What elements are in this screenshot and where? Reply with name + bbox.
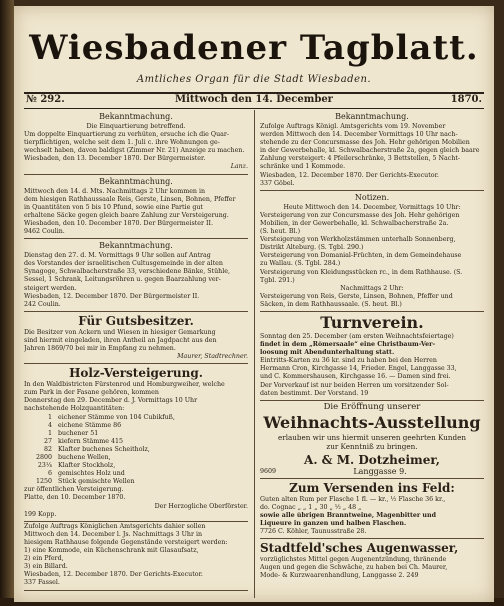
holz-item-quantity: 1 [47,429,52,437]
notice-line: 3) ein Billard. [24,563,68,571]
notice-line: Versteigerung von Reis, Gerste, Linsen, Bohnen, Pfeffer und [260,292,453,300]
holz-item-quantity: 82 [43,445,52,453]
holz-item-row [24,446,248,454]
column-divider [254,110,255,598]
ad-line: Mode- & Kurzwaarenhandlung, Langgasse 2. 249 [260,572,419,580]
notice-line: werden Mittwoch den 14. December Vormittags 10 Uhr nach- [260,131,458,139]
holz-item-description: gemischtes Holz und [58,470,125,478]
ad-weihnachts-ausstellung [260,401,484,479]
notice-line: des Vorstandes der israelitischen Cultusgemeinde in der alten [24,260,223,268]
notice-line: zur öffentlichen Versteigerung. [24,486,124,494]
notice-line: erhaltene Säcke gegen gleich baare Zahlung zur Versteigerung. [24,211,229,219]
holz-item-quantity: 1250 [35,478,52,486]
notice-line: Versteigerung von Werkholzstämmen unterhalb Sonnenberg, [260,236,456,244]
notice-line: Zahlung versteigert: 4 Pfeilerschränke, 3 Bettstellen, 5 Nacht- [260,155,461,163]
holz-item-description: eichener Stämme von 104 Cubikfuß, [58,413,175,421]
notice-line: schränke und 1 Kommode. [260,163,346,171]
ad-heading: Turnverein. [320,312,424,332]
notice-line: Distrikt Alteburg. (S. Tgbl. 290.) [260,244,364,252]
ad-heading: Zum Versenden ins Feld: [289,480,455,495]
ad-augenwasser [260,539,484,582]
ad-line: daten bestimmt. Der Vorstand. 19 [260,389,369,397]
notice-heading: Bekanntmachung. [99,176,173,186]
notice-amtsgericht [24,522,248,591]
notice-line: zu Wallau. (S. Tgbl. 284.) [260,260,341,268]
notice-line: Donnerstag den 29. December d. J. Vormittags 10 Uhr [24,397,198,405]
ad-line: Der Vorverkauf ist nur beiden Herren um vorsitzender Sol- [260,381,449,389]
holz-item-quantity: 2800 [35,454,52,461]
ad-line: sowie alle übrigen Branntweine, Magenbitter und [260,512,436,519]
notice-line: In den Waldbistricten Fürstenrod und Homburgweiher, welche [24,381,225,389]
notice-signature: Maurer, Stadtrechner. [177,353,248,361]
notice-signature: Lanz. [230,163,248,171]
notice-line: wechselt haben, davon baldigst (Zimmer Nr. 21) Anzeige zu machen. [24,147,245,155]
holz-item-list [24,414,248,487]
notice-line: Säcken, in dem Rathhaussaale. (S. heut. Bl.) [260,300,402,308]
ad-line: loosung mit Abendunterhaltung statt. [260,349,395,357]
notice-line: Mobilien, in der Gewerbehalle, kl. Schwalbacherstraße 2a. [260,219,449,227]
masthead-title: Wiesbadener Tagblatt. [29,28,479,68]
ad-versenden [260,479,484,539]
notizen [260,191,484,312]
notice-line: Nachmittags 2 Uhr: [340,284,404,292]
notice-heading: Für Gutsbesitzer. [78,313,194,328]
ad-heading: Stadtfeld'sches Augenwasser, [260,541,459,556]
ad-line: vorzüglichstes Mittel gegen Augenentzündung, thränende [260,556,447,564]
notice-line: Platte, den 10. December 1870. [24,494,126,502]
holz-item-row [24,430,248,438]
ad-address: Langgasse 9. [353,466,407,476]
notice-line: Wiesbaden, den 10. December 1870. Der Bürgermeister II. [24,219,213,227]
holz-item-row [24,414,248,422]
notice-line: Mittwoch den 14. d. Mts. Nachmittags 2 Uhr kommen in [24,187,206,195]
notice-line: Zufolge Auftrags Königl. Amtsgerichts vom 19. November [260,123,446,130]
notice-line: Sessel, 1 Schrank, Leitungsröhren u. gegen Baarzahlung ver- [24,276,221,284]
notice-line: Versteigerung von Kleidungsstücken rc., in dem Rathhause. (S. [260,268,463,276]
ad-line: findet in dem „Römersaale“ eine Christbaum-Ver- [260,341,436,349]
notice-signature: Der Herzogliche Oberförster. [154,502,248,510]
notice-heading: Bekanntmachung. [99,241,173,251]
notice-line: Versteigerung von zur Concursmasse des Joh. Hehr gehörigen [260,211,460,219]
ad-line: Hermann Cron, Kirchgasse 14, Frieder. Engel, Langgasse 33, [260,365,457,373]
notice-line: Die Besitzer von Äckern und Wiesen in hiesiger Gemarkung [24,328,216,336]
ad-turnverein [260,312,484,401]
holz-item-quantity: 1 [47,413,52,421]
notice-signature: 199 Kopp. [24,510,57,518]
holz-item-row [24,462,248,470]
notice-line: Wiesbaden, 12. December 1870. Der Gerichts-Executor. [24,571,203,579]
notice-line: dem hiesigen Rathhaussaale Reis, Gerste, Linsen, Bohnen, Pfeffer [24,195,236,203]
notice-heading: Notizen. [354,192,390,202]
issue-date: Mittwoch den 14. December [175,94,333,105]
notice-line: stehende zu der Concursmasse des Joh. Hehr gehörigen Mobilien [260,139,470,147]
notice-line: Jahren 1869/70 bei mir in Empfang zu nehmen. [24,344,176,352]
left-column [24,110,248,598]
notice-line: Wiesbaden, den 13. December 1870. Der Bürgermeister. [24,155,206,163]
notice-line: in Quantitäten von 5 bis 10 Pfund, sowie eine Partie gut [24,203,203,211]
notice-line: 2) ein Pferd, [24,555,64,563]
notice-line: Dienstag den 27. d. M. Vormittags 9 Uhr sollen auf Antrag [24,252,211,260]
right-column [260,110,484,598]
issue-number: № 292. [26,94,65,105]
notice-line: Mittwoch den 14. December l. Js. Nachmittags 3 Uhr in [24,530,203,538]
notice-heading: Bekanntmachung. [335,112,409,121]
notice-signature: 337 Göbel. [260,179,295,187]
ad-line: do. Cognac „ „ 1 „ 30 „ ½ „ 48 „ [260,503,362,511]
notice-holz-versteigerung [24,364,248,522]
notice-einquartierung [24,110,248,175]
masthead-subtitle: Amtliches Organ für die Stadt Wiesbaden. [136,74,372,85]
holz-item-quantity: 27 [43,437,52,445]
notice-heading: Bekanntmachung. [99,112,173,121]
holz-item-row [24,454,248,462]
holz-item-row [24,438,248,446]
notice-line: (S. heut. Bl.) [260,228,301,236]
ad-line: Guten alten Rum per Flasche 1 fl. — kr., ½ Flasche 36 kr., [260,495,446,503]
holz-item-row [24,478,248,486]
holz-item-quantity: 23¼ [37,462,52,470]
notice-line: Wiesbaden, 12. December 1870. Der Bürgermeister II. [24,292,200,300]
notice-line: sind hiermit eingeladen, ihren Antheil an Jagdpacht aus den [24,336,217,344]
notice-line: tierpflichtigen, welche seit dem 1. Juli c. ihre Wohnungen ge- [24,139,220,147]
notice-signature: 337 Fassel. [24,579,60,587]
holz-item-description: Klafter Stockholz, [58,462,116,470]
holz-item-quantity: 4 [47,421,52,429]
issue-year: 1870. [450,94,482,105]
notice-line: Um doppelte Einquartierung zu verhüten, ersuche ich die Quar- [24,131,230,139]
issue-bar [24,92,484,109]
page-binding-edge [0,0,14,606]
ad-line: Sonntag den 25. December (am ersten Weihnachtsfeiertage) [260,332,454,340]
notice-synagoge [24,239,248,312]
holz-item-description: Stück gemischte Wellen [58,478,135,486]
notice-line: Versteigerung von Domanial-Früchten, in dem Gemeindehause [260,252,462,260]
notice-line: 1) eine Kommode, ein Küchenschrank mit Glasaufsatz, [24,547,199,555]
ad-number: 9609 [260,467,277,475]
notice-gutsbesitzer [24,312,248,364]
notice-line: steigert werden. [24,284,77,292]
notice-line: Wiesbaden, 12. December 1870. Der Gerichts-Executor. [260,171,439,179]
notice-concurs [260,110,484,191]
holz-item-description: buchener 51 [58,429,99,437]
holz-item-description: buchene Wellen, [58,454,111,461]
ad-heading: Weihnachts-Ausstellung [263,412,481,432]
notice-line: Die Einquartierung betreffend. [86,123,186,130]
notice-line: Synagoge, Schwalbacherstraße 33, verschiedene Bänke, Stühle, [24,268,230,276]
ad-firm-name: A. & M. Dotzheimer, [304,452,440,467]
ad-line: Augen und gegen die Schwäche, zu haben bei Ch. Maurer, [260,564,448,572]
notice-line: hiesigem Rathhause folgende Gegenstände versteigert werden: [24,538,228,546]
holz-item-quantity: 6 [47,470,52,478]
notice-signature: 9462 Coulin. [24,228,65,236]
notice-line: Zufolge Auftrags Königlichen Amtsgerichts dahier sollen [24,522,206,530]
ad-line: 7726 C. Köhler, Taunusstraße 28. [260,528,367,536]
ad-footer [260,468,484,476]
notice-signature: 242 Coulin. [24,300,61,308]
ad-line: und C. Kommershausen, Kirchgasse 16. — Damen sind frei. [260,373,451,381]
notice-line: Tgbl. 291.) [260,276,295,284]
newspaper-page [14,6,494,602]
holz-item-description: Klafter buchenes Scheitholz, [58,445,150,453]
holz-item-row [24,470,248,478]
holz-item-description: kiefern Stämme 415 [58,437,123,445]
ad-line: erlauben wir uns hiermit unseren geehrten Kunden [278,432,466,442]
ad-line: Die Eröffnung unserer [323,401,421,412]
notice-rathhaus-sale [24,175,248,240]
notice-line: in der Gewerbehalle, kl. Schwalbacherstraße 2a, gegen gleich baare [260,147,480,155]
ad-line: Eintritts-Karten zu 36 kr. sind zu haben bei den Herren [260,357,437,365]
notice-line: zum Park in der Fasane gehören, kommen [24,389,159,397]
holz-item-description: eichene Stämme 86 [58,421,122,429]
notice-line: Heute Mittwoch den 14. December, Vormittags 10 Uhr: [283,203,461,211]
ad-line: zur Kenntniß zu bringen. [326,442,418,452]
notice-line: nachstehende Holzquantitäten: [24,405,125,413]
holz-item-row [24,422,248,430]
ad-line: Liqueure in ganzen und halben Flaschen. [260,520,407,528]
notice-heading: Holz-Versteigerung. [69,366,203,381]
